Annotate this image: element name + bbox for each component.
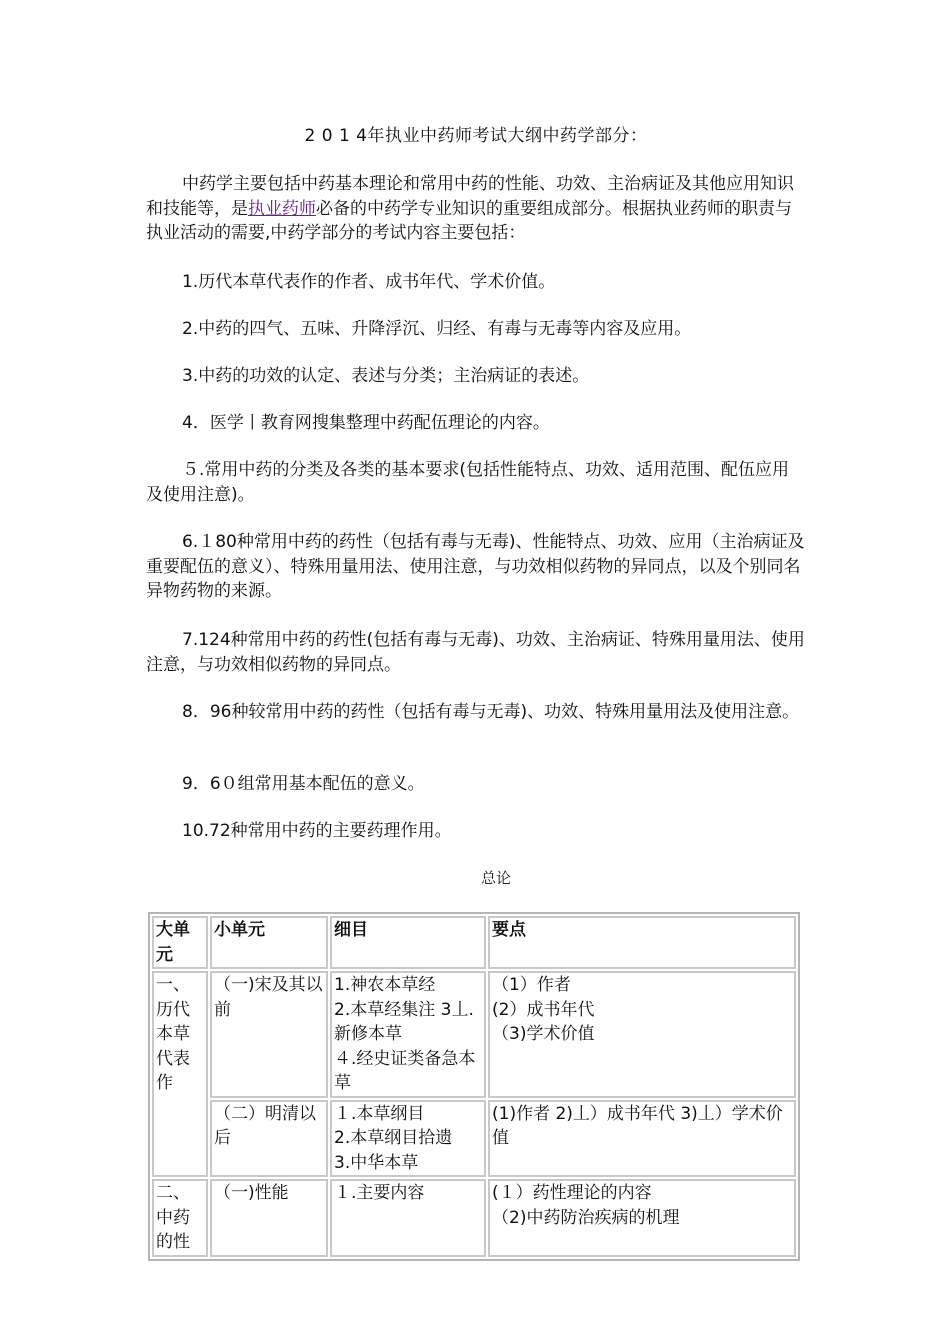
- list-item: 4．医学丨教育网搜集整理中药配伍理论的内容。: [182, 413, 550, 433]
- cell-detail: [330, 1179, 486, 1257]
- cell-detail: [330, 1100, 486, 1178]
- document-title: 2 0 1 4年执业中药师考试大纲中药学部分：: [304, 126, 648, 146]
- syllabus-table: [148, 912, 800, 1261]
- list-item: 3.中药的功效的认定、表述与分类；主治病证的表述。: [182, 366, 590, 386]
- cell-major-unit: 二、中药的性: [152, 1179, 208, 1257]
- list-item: 7.124种常用中药的药性(包括有毒与无毒)、功效、主治病证、特殊用量用法、使用注意，与功效相似药物的异同点。: [146, 630, 805, 675]
- list-item: 8．96种较常用中药的药性（包括有毒与无毒)、功效、特殊用量用法及使用注意。: [182, 702, 800, 722]
- cell-major-unit: 一、历代本草代表作: [152, 971, 208, 1177]
- list-item: ５.常用中药的分类及各类的基本要求(包括性能特点、功效、适用范围、配伍应用及使用注意)。: [146, 460, 790, 505]
- point-line: （3)学术价值: [492, 1024, 595, 1044]
- header-minor-unit: 小单元: [210, 916, 328, 969]
- section-title: 总论: [480, 869, 511, 887]
- list-item: 2.中药的四气、五味、升降浮沉、归经、有毒与无毒等内容及应用。: [182, 319, 692, 339]
- table-header-row: [152, 916, 796, 969]
- cell-key-points: [488, 971, 796, 1098]
- detail-line: １.主要内容: [334, 1183, 425, 1203]
- intro-paragraph: [146, 172, 806, 246]
- list-item: 6.１80种常用中药的药性（包括有毒与无毒)、性能特点、功效、应用（主治病证及重要配伍的意义）、特殊用量用法、使用注意，与功效相似药物的异同点，以及个别同名异物药物的来源。: [146, 532, 805, 601]
- list-item: 10.72种常用中药的主要药理作用。: [182, 821, 452, 841]
- header-major-unit: 大单元: [152, 916, 208, 969]
- detail-line: １.本草纲目: [334, 1103, 425, 1124]
- point-line: (１）药性理论的内容: [492, 1183, 652, 1203]
- point-line: （2)中药防治疾病的机理: [492, 1207, 680, 1228]
- header-detail: 细目: [330, 916, 486, 969]
- detail-line: ４.经史证类备急本草: [334, 1048, 476, 1093]
- intro-text-after: 必备的中药学专业知识的重要组成部分。根据执业药师的职责与执业活动的需要,中药学部分的考试内容主要包括：: [146, 198, 792, 243]
- cell-detail: [330, 971, 486, 1098]
- table-row: [152, 1100, 796, 1178]
- cell-key-points: [488, 1100, 796, 1178]
- header-key-points: 要点: [488, 916, 796, 969]
- cell-key-points: [488, 1179, 796, 1257]
- detail-line: 1.神农本草经: [334, 975, 436, 995]
- cell-minor-unit: （一)宋及其以前: [210, 971, 328, 1098]
- point-line: (2）成书年代: [492, 999, 595, 1020]
- cell-minor-unit: （二）明清以后: [210, 1100, 328, 1178]
- detail-line: 2.本草纲目拾遗: [334, 1128, 453, 1148]
- detail-line: 3.中华本草: [334, 1152, 419, 1173]
- detail-line: 2.本草经集注 3丄.新修本草: [334, 999, 474, 1044]
- intro-text-before: 中药学主要包括中药基本理论和常用中药的性能、功效、主治病证及其他应用知识和技能等，是: [146, 174, 794, 219]
- table-row: [152, 971, 796, 1098]
- point-line: （1）作者: [492, 975, 571, 995]
- table-row: [152, 1179, 796, 1257]
- point-line: (1)作者 2)丄）成书年代 3)丄）学术价值: [492, 1103, 783, 1148]
- list-item: 1.历代本草代表作的作者、成书年代、学术价值。: [182, 272, 556, 292]
- licensed-pharmacist-link[interactable]: 执业药师: [248, 198, 316, 219]
- cell-minor-unit: （一)性能: [210, 1179, 328, 1257]
- list-item: 9．6０组常用基本配伍的意义。: [182, 774, 425, 794]
